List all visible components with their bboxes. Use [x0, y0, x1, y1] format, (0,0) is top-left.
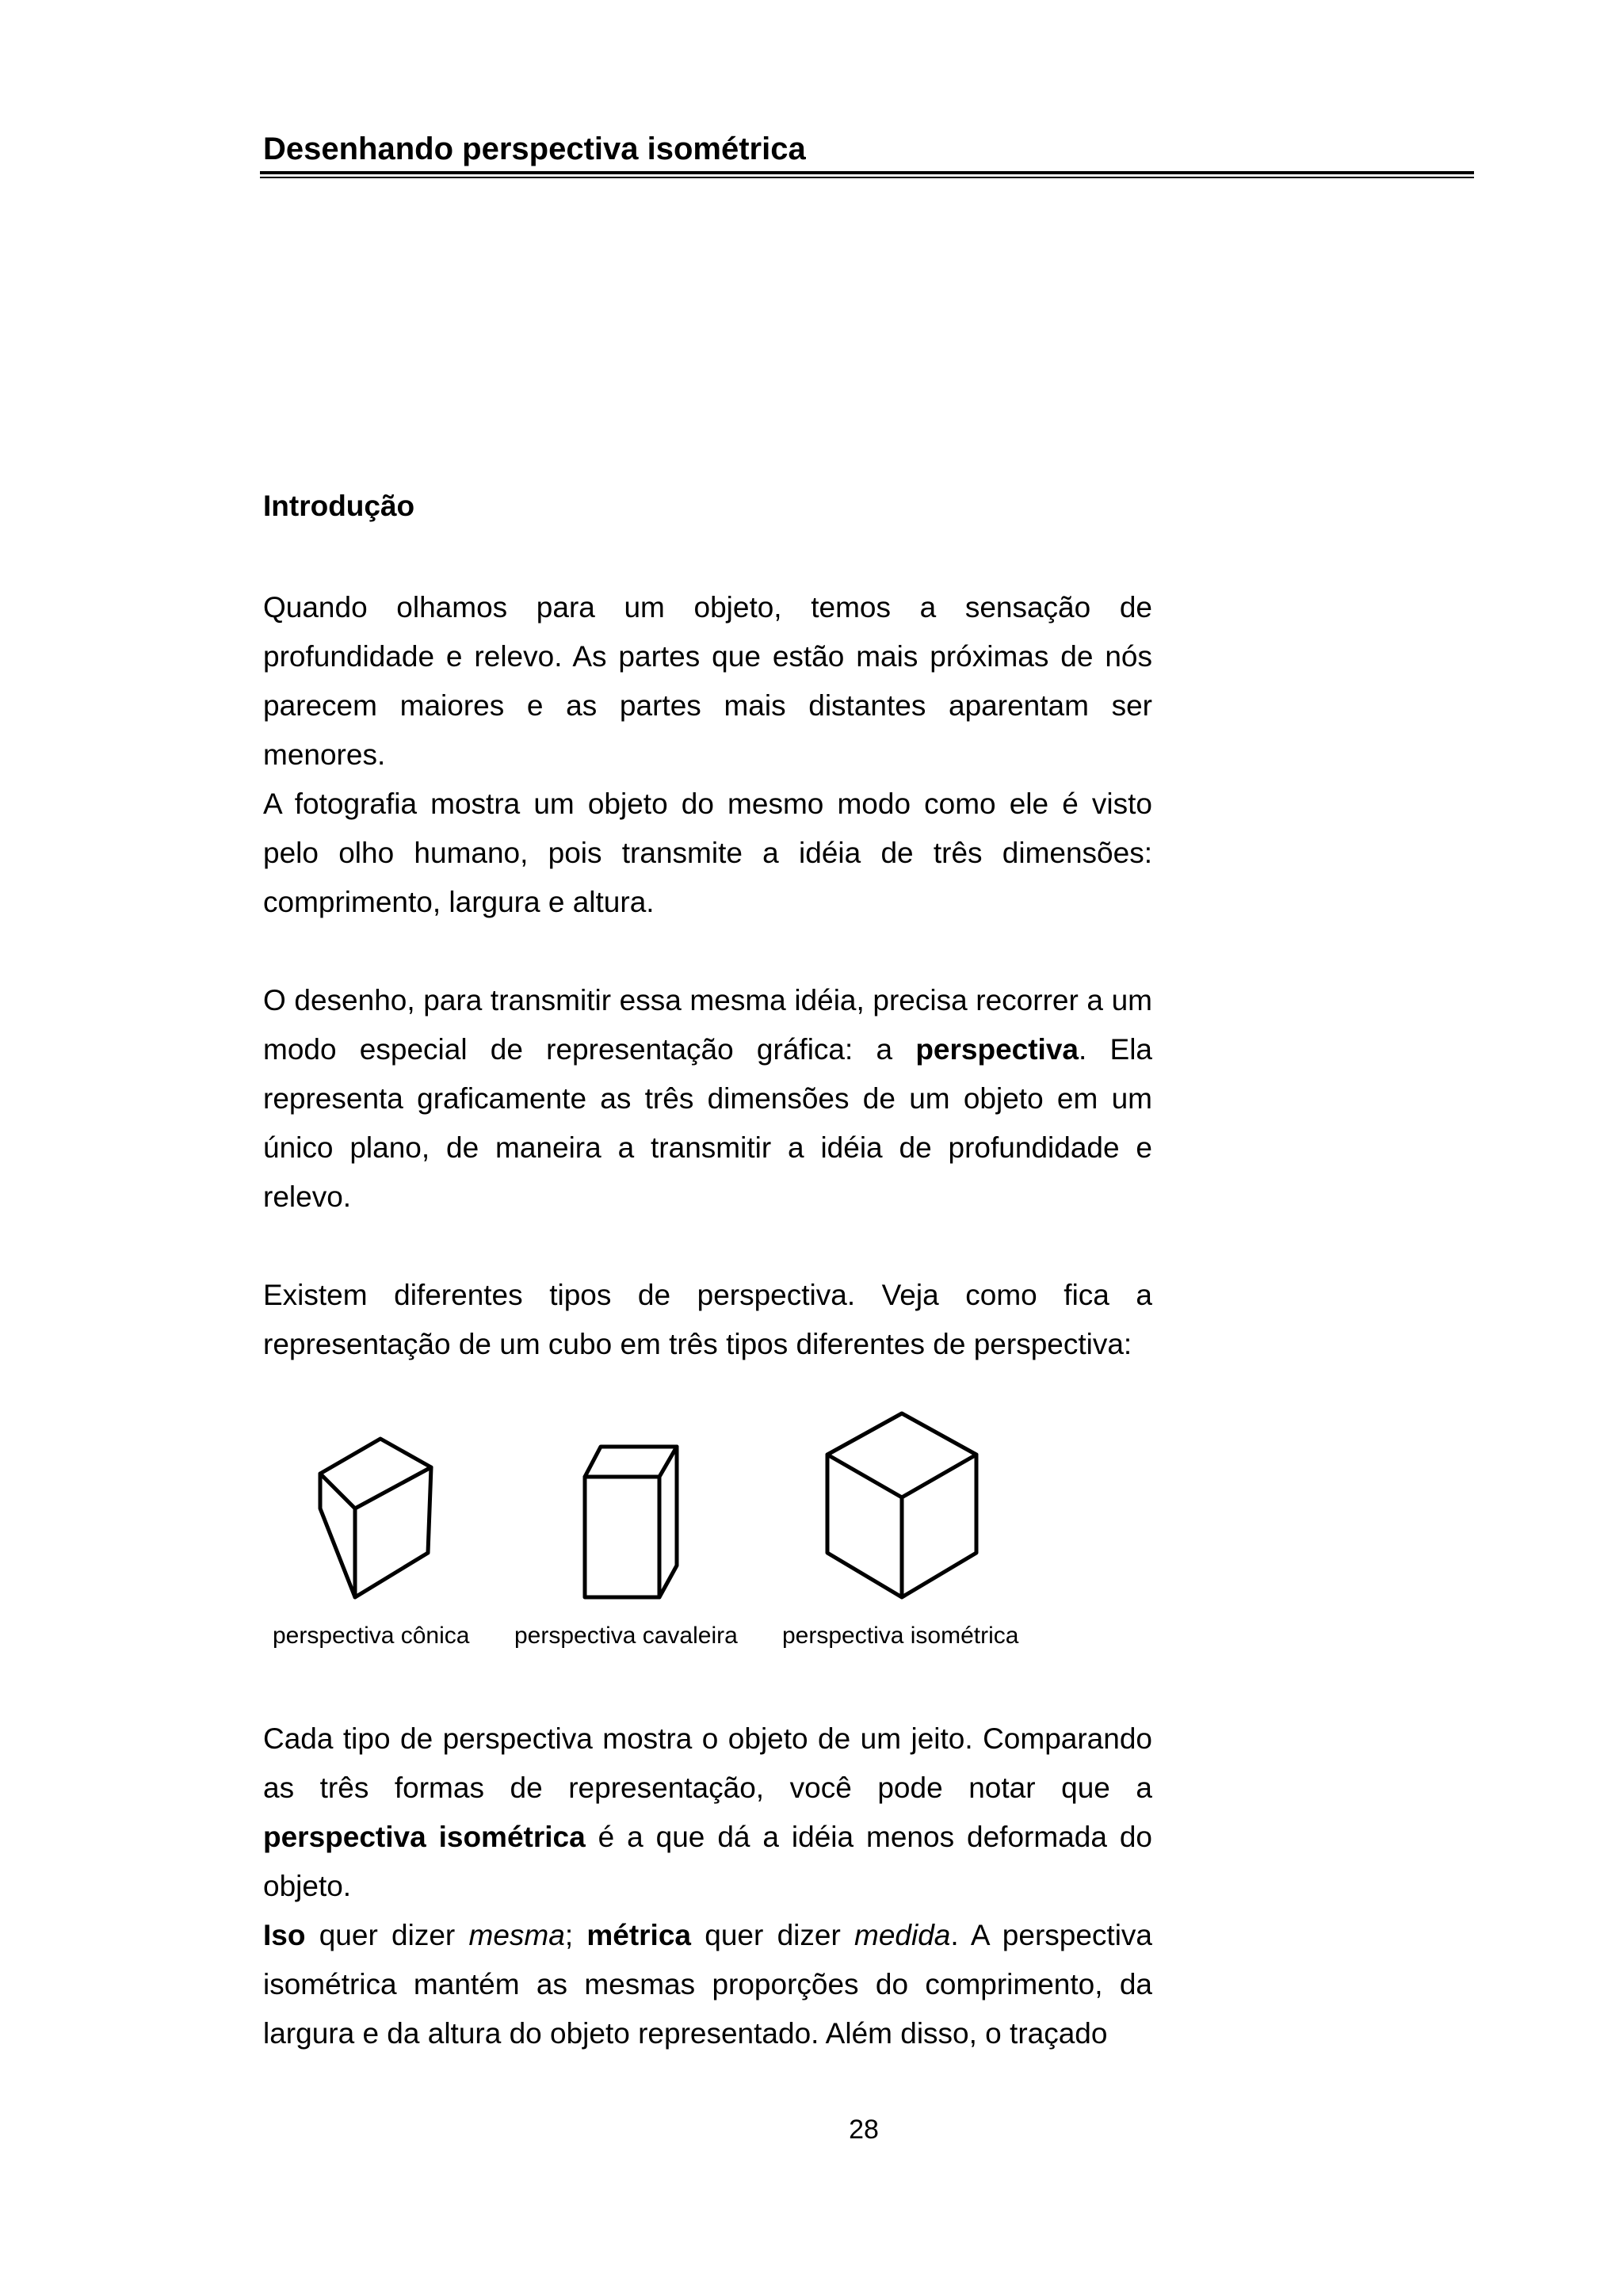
paragraph-5-text-b: é a que dá a idéia menos deformada do objeto.: [263, 1821, 1152, 1902]
cube-drawings: [263, 1410, 1152, 1600]
paragraph-3-bold: perspectiva: [915, 1033, 1079, 1066]
term-metrica: métrica: [586, 1919, 691, 1951]
paragraph-3: [263, 976, 1152, 1222]
paragraph-3-text-b: . Ela representa graficamente as três dimensões de um objeto em um único plano, de maneira a transmitir a idéia de profundidade e relevo.: [263, 1033, 1152, 1213]
header-rule-thin: [260, 177, 1474, 178]
term-medida: medida: [854, 1919, 951, 1951]
page-header-title: Desenhando perspectiva isométrica: [263, 132, 806, 166]
paragraph-1: Quando olhamos para um objeto, temos a sensação de profundidade e relevo. As partes que estão mais próximas de nós parecem maiores e as partes mais distantes aparentam ser menores.: [263, 591, 1152, 771]
paragraph-6-text-2: ;: [564, 1919, 587, 1951]
paragraph-3-text-a: O desenho, para transmitir essa mesma idéia, precisa recorrer a um modo especial de representação gráfica: a: [263, 984, 1152, 1066]
paragraph-6-text-3: quer dizer: [691, 1919, 855, 1951]
section-heading: Introdução: [263, 490, 415, 522]
cube-conica-drawing: [320, 1439, 431, 1597]
caption-perspectiva-cavaleira: perspectiva cavaleira: [514, 1623, 738, 1649]
header-rule-thick: [260, 171, 1474, 174]
paragraph-2: A fotografia mostra um objeto do mesmo modo como ele é visto pelo olho humano, pois transmite a idéia de três dimensões: comprimento, largura e altura.: [263, 788, 1152, 918]
paragraph-6-text-4: . A perspectiva isométrica mantém as mesmas proporções do comprimento, da largura e da altura do objeto representado. Além disso, o traçado: [263, 1919, 1152, 2050]
caption-perspectiva-conica: perspectiva cônica: [273, 1623, 470, 1649]
cube-cavaleira-drawing: [585, 1447, 677, 1597]
term-iso: Iso: [263, 1919, 306, 1951]
caption-perspectiva-isometrica: perspectiva isométrica: [782, 1623, 1019, 1649]
paragraph-4: Existem diferentes tipos de perspectiva. Veja como fica a representação de um cubo em três tipos diferentes de perspectiva:: [263, 1279, 1152, 1360]
cube-isometrica-drawing: [827, 1413, 976, 1597]
term-mesma: mesma: [468, 1919, 565, 1951]
paragraph-5-bold: perspectiva isométrica: [263, 1821, 586, 1853]
paragraph-5-text-a: Cada tipo de perspectiva mostra o objeto de um jeito. Comparando as três formas de representação, você pode notar que a: [263, 1722, 1152, 1804]
page-number: 28: [849, 2115, 879, 2145]
paragraph-6: [263, 1911, 1152, 2058]
paragraph-6-text-1: quer dizer: [305, 1919, 469, 1951]
paragraph-5: [263, 1714, 1152, 1911]
